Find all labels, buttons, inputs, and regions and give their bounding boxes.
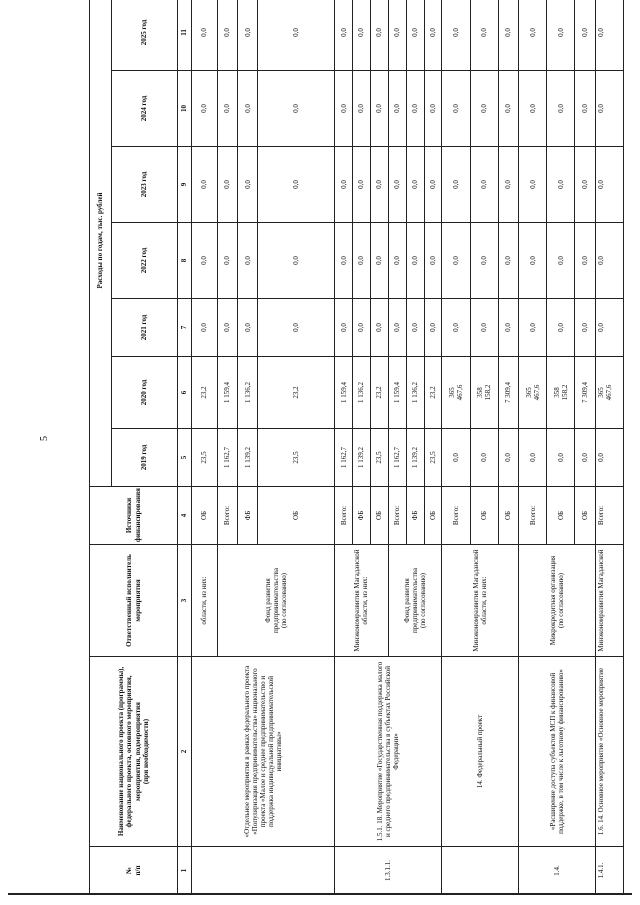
header-expenses: Расходы по годам, тыс. рублей — [90, 0, 112, 487]
row-value: 1 159,4 — [217, 357, 237, 429]
row-value: 0,0 — [519, 299, 547, 357]
column-number: 3 — [178, 545, 192, 657]
table-row — [335, 0, 353, 895]
row-value: 0,0 — [442, 71, 470, 147]
row-value: 0,0 — [595, 71, 623, 147]
row-value: 365 467,6 — [595, 357, 623, 429]
row-value: 0,0 — [498, 223, 518, 299]
row-value: 0,0 — [595, 429, 623, 487]
row-value: 0,0 — [335, 299, 353, 357]
row-value: 358 158,2 — [547, 357, 575, 429]
row-value: 23,5 — [370, 429, 388, 487]
row-name: «Отдельное мероприятия в рамках федерального проекта «Популяризация предпринимательства» национального проекта «Малое и среднее предпринимательство и поддержка индивидуальной предпринимательской инициативы» — [192, 657, 335, 847]
row-name: 14. Федеральный проект — [442, 657, 519, 847]
row-value: 23,2 — [424, 357, 442, 429]
row-value: 0,0 — [470, 71, 498, 147]
row-value: 0,0 — [519, 223, 547, 299]
table-row — [595, 0, 623, 895]
row-source: ОБ — [370, 487, 388, 545]
row-value: 0,0 — [237, 0, 257, 71]
header-resp: Ответственный исполнитель мероприятия — [90, 545, 178, 657]
row-source: ФБ — [352, 487, 370, 545]
header-name: Наименование национального проекта (программы), федерального проекта, основного мероприятия, мероприятия, подмероприятия (при необходимости) — [90, 657, 178, 847]
row-value: 0,0 — [370, 299, 388, 357]
row-value: 0,0 — [498, 147, 518, 223]
row-value: 0,0 — [370, 0, 388, 71]
row-value: 0,0 — [498, 299, 518, 357]
column-number: 5 — [178, 429, 192, 487]
row-value: 1 136,2 — [237, 357, 257, 429]
row-source: Всего: — [335, 487, 353, 545]
row-value: 0,0 — [237, 147, 257, 223]
row-source: ОБ — [470, 487, 498, 545]
row-num — [442, 847, 519, 895]
row-value: 0,0 — [352, 299, 370, 357]
row-source: Всего: — [595, 487, 623, 545]
row-resp: области, из них: — [192, 545, 218, 657]
row-value: 358 158,2 — [470, 357, 498, 429]
row-value: 0,0 — [335, 147, 353, 223]
column-number: 2 — [178, 657, 192, 847]
row-value: 0,0 — [237, 223, 257, 299]
row-value: 0,0 — [352, 147, 370, 223]
row-value: 0,0 — [595, 299, 623, 357]
row-value: 0,0 — [335, 71, 353, 147]
row-source: ОБ — [498, 487, 518, 545]
row-value: 0,0 — [388, 0, 406, 71]
column-number: 10 — [178, 71, 192, 147]
row-value: 0,0 — [470, 0, 498, 71]
row-resp: Фонд развития предпринимательства (по согласованию) — [388, 545, 442, 657]
column-number: 4 — [178, 487, 192, 545]
row-value: 23,2 — [192, 357, 218, 429]
row-value: 0,0 — [388, 71, 406, 147]
row-value: 0,0 — [406, 147, 424, 223]
row-value: 0,0 — [547, 223, 575, 299]
row-value: 0,0 — [498, 71, 518, 147]
row-value: 0,0 — [470, 299, 498, 357]
year-header: 2025 год — [112, 0, 178, 71]
header-source: Источники финансирования — [90, 487, 178, 545]
row-value: 0,0 — [335, 223, 353, 299]
row-value: 0,0 — [575, 71, 595, 147]
row-value: 1 162,7 — [217, 429, 237, 487]
row-value: 1 139,2 — [406, 429, 424, 487]
year-header: 2022 год — [112, 223, 178, 299]
row-value: 0,0 — [406, 223, 424, 299]
row-value: 0,0 — [442, 0, 470, 71]
row-value: 0,0 — [424, 223, 442, 299]
row-value: 0,0 — [519, 147, 547, 223]
row-value: 0,0 — [519, 0, 547, 71]
row-value: 23,2 — [258, 357, 335, 429]
row-value: 0,0 — [258, 223, 335, 299]
year-header: 2023 год — [112, 147, 178, 223]
row-value: 0,0 — [370, 71, 388, 147]
row-resp: Микрокредитная организация (по согласованию) — [519, 545, 596, 657]
year-header: 2024 год — [112, 71, 178, 147]
row-value: 0,0 — [547, 299, 575, 357]
row-source: ОБ — [424, 487, 442, 545]
row-value: 0,0 — [217, 223, 237, 299]
row-num: 1.4. — [519, 847, 596, 895]
row-value: 0,0 — [352, 0, 370, 71]
year-header: 2020 год — [112, 357, 178, 429]
row-value: 1 162,7 — [388, 429, 406, 487]
row-value: 0,0 — [519, 429, 547, 487]
row-value: 0,0 — [352, 71, 370, 147]
row-resp: Минэкономразвития Магаданской — [595, 545, 623, 657]
row-value: 0,0 — [388, 299, 406, 357]
rotated-table-wrapper — [89, 0, 624, 895]
row-value: 1 159,4 — [388, 357, 406, 429]
row-value: 0,0 — [217, 0, 237, 71]
row-value: 23,2 — [370, 357, 388, 429]
table-row — [519, 0, 547, 895]
year-header: 2021 год — [112, 299, 178, 357]
row-value: 0,0 — [595, 0, 623, 71]
row-value: 0,0 — [192, 223, 218, 299]
row-value: 365 467,6 — [442, 357, 470, 429]
row-value: 0,0 — [258, 0, 335, 71]
row-num — [192, 847, 335, 895]
row-value: 0,0 — [388, 147, 406, 223]
row-resp: Минэкономразвития Магаданской области, из них: — [442, 545, 519, 657]
table-row — [442, 0, 470, 895]
page-bottom-rule — [8, 893, 632, 895]
row-value: 0,0 — [217, 71, 237, 147]
row-value: 0,0 — [237, 71, 257, 147]
row-source: ФБ — [406, 487, 424, 545]
row-source: ОБ — [575, 487, 595, 545]
row-value: 1 136,2 — [352, 357, 370, 429]
row-value: 365 467,6 — [519, 357, 547, 429]
row-value: 0,0 — [192, 147, 218, 223]
row-value: 0,0 — [192, 299, 218, 357]
row-value: 1 136,2 — [406, 357, 424, 429]
row-value: 0,0 — [547, 71, 575, 147]
row-value: 0,0 — [406, 299, 424, 357]
row-source: ОБ — [547, 487, 575, 545]
row-value: 0,0 — [258, 71, 335, 147]
row-value: 0,0 — [575, 299, 595, 357]
row-name: 1.6. 14. Основное мероприятие «Основное мероприятие — [595, 657, 623, 847]
row-value: 0,0 — [352, 223, 370, 299]
row-source: ОБ — [258, 487, 335, 545]
row-value: 0,0 — [470, 223, 498, 299]
row-name: 1.5.1. 18. Мероприятие «Государственная поддержка малого и среднего предпринимательства в субъектах Российской Федерации» — [335, 657, 442, 847]
year-header: 2019 год — [112, 429, 178, 487]
row-value: 0,0 — [424, 71, 442, 147]
row-value: 0,0 — [217, 147, 237, 223]
row-resp: Фонд развития предпринимательства (по согласованию) — [217, 545, 335, 657]
row-value: 23,5 — [258, 429, 335, 487]
row-source: Всего: — [442, 487, 470, 545]
header-num: № п/п — [90, 847, 178, 895]
row-value: 23,5 — [424, 429, 442, 487]
row-value: 0,0 — [519, 71, 547, 147]
row-value: 0,0 — [595, 147, 623, 223]
row-value: 0,0 — [335, 0, 353, 71]
row-value: 0,0 — [388, 223, 406, 299]
row-value: 0,0 — [258, 299, 335, 357]
column-number: 11 — [178, 0, 192, 71]
row-num: 1.3.1.1. — [335, 847, 442, 895]
row-value: 0,0 — [575, 223, 595, 299]
row-value: 0,0 — [547, 0, 575, 71]
row-value: 0,0 — [192, 71, 218, 147]
row-value: 0,0 — [370, 147, 388, 223]
row-value: 0,0 — [424, 147, 442, 223]
row-num: 1.4.1. — [595, 847, 623, 895]
row-value: 0,0 — [258, 147, 335, 223]
column-number: 9 — [178, 147, 192, 223]
row-value: 0,0 — [595, 223, 623, 299]
row-value: 0,0 — [547, 147, 575, 223]
table-row — [192, 0, 218, 895]
row-value: 0,0 — [575, 429, 595, 487]
column-number: 1 — [178, 847, 192, 895]
row-value: 0,0 — [442, 429, 470, 487]
row-value: 0,0 — [547, 429, 575, 487]
row-value: 0,0 — [498, 429, 518, 487]
column-number: 6 — [178, 357, 192, 429]
row-source: Всего: — [519, 487, 547, 545]
row-value: 1 139,2 — [352, 429, 370, 487]
column-number: 8 — [178, 223, 192, 299]
row-value: 0,0 — [498, 0, 518, 71]
row-value: 0,0 — [470, 429, 498, 487]
row-value: 1 159,4 — [335, 357, 353, 429]
row-name: «Расширение доступа субъектов МСП к финансовой поддержке, в том числе к льготному финансированию» — [519, 657, 596, 847]
row-value: 0,0 — [470, 147, 498, 223]
row-value: 23,5 — [192, 429, 218, 487]
budget-table — [89, 0, 624, 895]
row-value: 0,0 — [442, 299, 470, 357]
row-value: 0,0 — [575, 147, 595, 223]
row-value: 0,0 — [424, 0, 442, 71]
row-value: 7 309,4 — [498, 357, 518, 429]
row-value: 0,0 — [217, 299, 237, 357]
column-number: 7 — [178, 299, 192, 357]
row-source: ФБ — [237, 487, 257, 545]
row-value: 1 139,2 — [237, 429, 257, 487]
row-value: 0,0 — [192, 0, 218, 71]
row-source: Всего: — [217, 487, 237, 545]
row-source: Всего: — [388, 487, 406, 545]
row-value: 0,0 — [575, 0, 595, 71]
row-value: 0,0 — [406, 71, 424, 147]
row-value: 0,0 — [442, 223, 470, 299]
row-value: 0,0 — [424, 299, 442, 357]
row-value: 0,0 — [370, 223, 388, 299]
row-value: 0,0 — [237, 299, 257, 357]
row-value: 0,0 — [406, 0, 424, 71]
row-value: 0,0 — [442, 147, 470, 223]
row-source: ОБ — [192, 487, 218, 545]
page-number: 5 — [39, 436, 50, 441]
row-value: 1 162,7 — [335, 429, 353, 487]
row-resp: Минэкономразвития Магаданской области, из них: — [335, 545, 389, 657]
row-value: 7 309,4 — [575, 357, 595, 429]
